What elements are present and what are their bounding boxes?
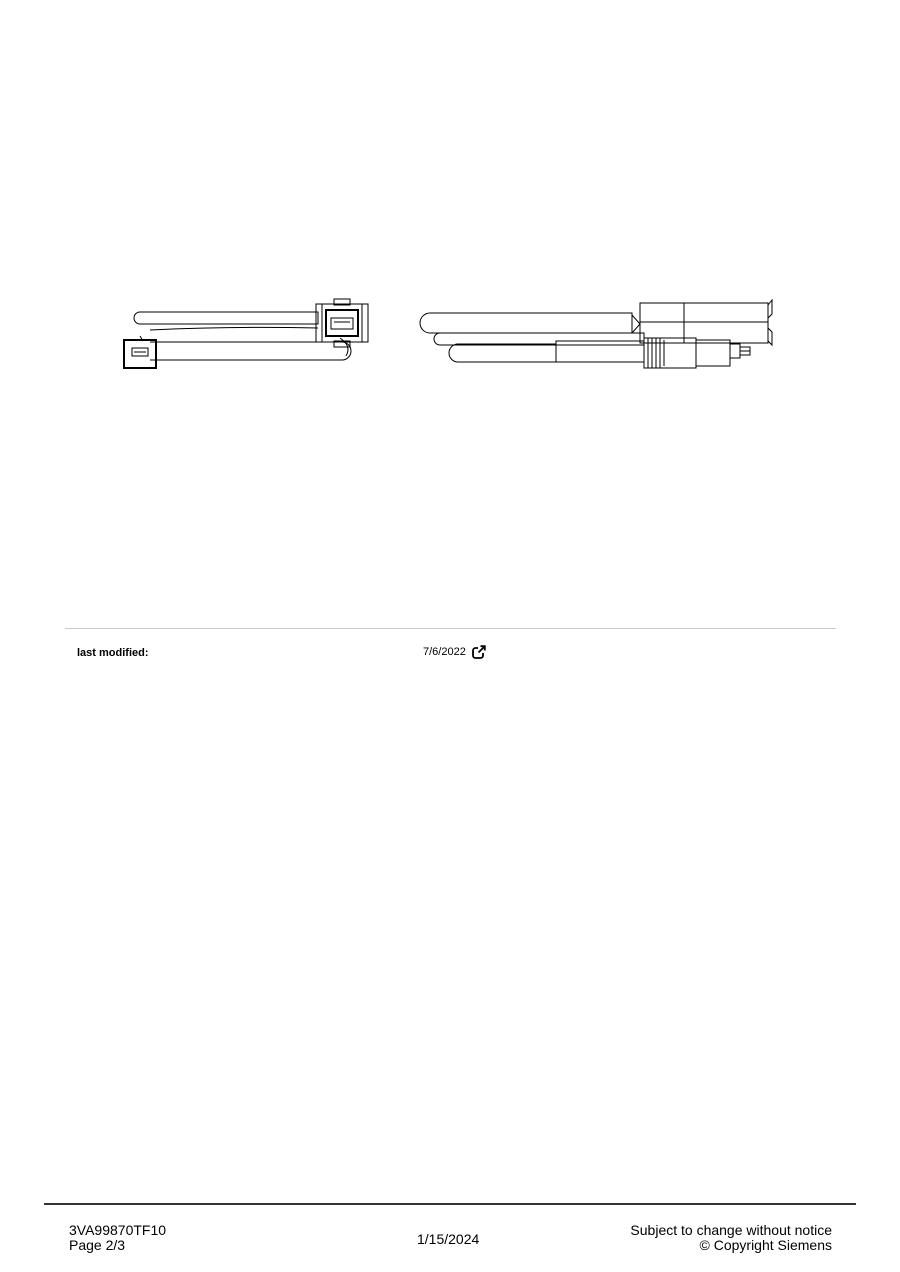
external-link-icon[interactable]	[472, 645, 486, 659]
metadata-divider	[65, 628, 836, 629]
footer-divider	[44, 1203, 856, 1205]
footer-left	[69, 1223, 166, 1253]
left-view-drawing	[124, 299, 368, 368]
last-modified-label: last modified:	[77, 647, 149, 659]
product-code: 3VA99870TF10	[69, 1222, 167, 1238]
product-dimension-drawing	[0, 0, 900, 420]
last-modified-date: 7/6/2022	[423, 646, 466, 658]
right-view-drawing	[420, 300, 772, 368]
page-number: Page 2/3	[69, 1237, 126, 1253]
last-modified-value-row	[423, 645, 486, 659]
footer-right	[630, 1223, 832, 1253]
footer-date: 1/15/2024	[417, 1231, 480, 1247]
copyright: © Copyright Siemens	[699, 1237, 832, 1253]
change-notice: Subject to change without notice	[630, 1222, 832, 1238]
